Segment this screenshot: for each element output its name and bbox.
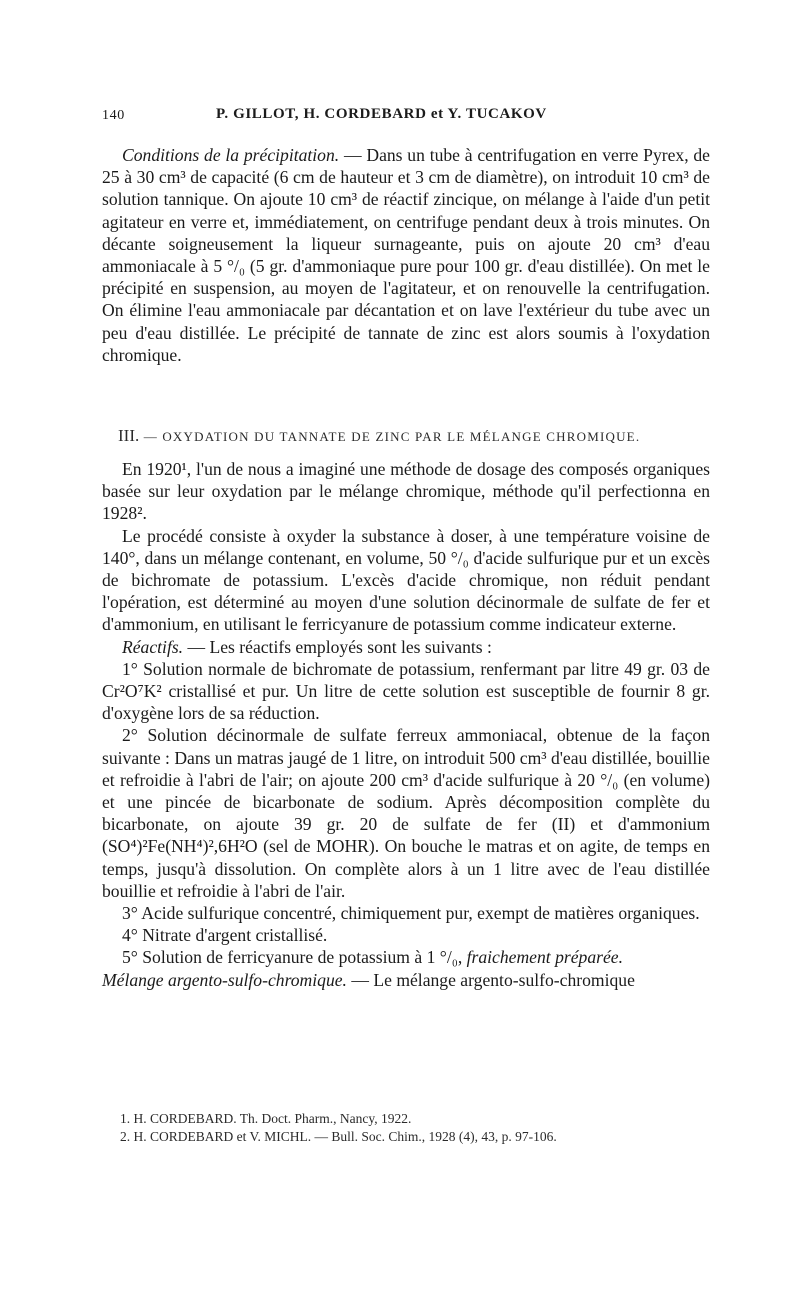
footnotes (120, 1110, 680, 1146)
reagent-item-3: 3° Acide sulfurique concentré, chimiquement pur, exempt de matières organiques. (122, 903, 700, 924)
reagent-item-5 (102, 946, 710, 968)
conditions-text: — Dans un tube à centrifugation en verre Pyrex, de 25 à 30 cm³ de capacité (6 cm de hauteur et 3 cm de diamètre), on introduit 10 cm³ de solution tannique. On ajoute 10 cm³ de réactif zincique, on mélange à l'aide d'un petit agitateur en verre et, immédiatement, on centrifuge pendant deux à trois minutes. On décante soigneusement la liqueur surnageante, puis on ajoute 20 cm³ d'eau ammoniacale à 5 °/₀ (5 gr. d'ammoniaque pure pour 100 gr. d'eau distillée). On met le précipité en suspension, au moyen de l'agitateur, et on renouvelle la centrifugation. On élimine l'eau ammoniacale par décantation et on lave l'extérieur du tube avec un peu d'eau distillée. Le précipité de tannate de zinc est alors soumis à l'oxydation chromique. (102, 145, 710, 365)
reactifs-text: — Les réactifs employés sont les suivants : (183, 636, 492, 657)
section-number: III. (118, 426, 140, 445)
footnote-2: 2. H. CORDEBARD et V. MICHL. — Bull. Soc. Chim., 1928 (4), 43, p. 97-106. (120, 1129, 557, 1144)
conditions-block (102, 144, 710, 366)
melange-title: Mélange argento-sulfo-chromique. (102, 969, 347, 990)
melange-paragraph (102, 969, 710, 991)
reactifs-paragraph (102, 636, 710, 658)
body-block (102, 458, 710, 991)
conditions-paragraph (102, 144, 710, 366)
running-header-authors: P. GILLOT, H. CORDEBARD et Y. TUCAKOV (216, 106, 547, 122)
conditions-title: Conditions de la précipitation. (122, 145, 340, 165)
reagent-item-5-text: 5° Solution de ferricyanure de potassium à 1 °/₀, (122, 947, 467, 968)
reagent-item-5-italic: fraichement préparée. (466, 947, 623, 968)
melange-text: — Le mélange argento-sulfo-chromique (346, 969, 635, 990)
running-header (102, 106, 710, 130)
paragraph-procedure: Le procédé consiste à oxyder la substance à doser, à une température voisine de 140°, dans un mélange contenant, en volume, 50 °/₀ d'acide sulfurique pur et un excès de bichromate de potassium. L'excès d'acide chromique, non réduit pendant l'opération, est déterminé au moyen d'une solution décinormale de sulfate de fer et d'ammonium, en utilisant le ferricyanure de potassium comme indicateur externe. (102, 525, 710, 635)
footnote-1: 1. H. CORDEBARD. Th. Doct. Pharm., Nancy, 1922. (120, 1111, 412, 1126)
reactifs-title: Réactifs. (122, 636, 184, 657)
section-heading (118, 426, 718, 446)
section-title: — OXYDATION DU TANNATE DE ZINC PAR LE MÉLANGE CHROMIQUE. (143, 429, 641, 444)
paragraph-method: En 1920¹, l'un de nous a imaginé une méthode de dosage des composés organiques basée sur leur oxydation par le mélange chromique, méthode qu'il perfectionna en 1928². (102, 459, 710, 524)
reagent-item-2: 2° Solution décinormale de sulfate ferreux ammoniacal, obtenue de la façon suivante : Dans un matras jaugé de 1 litre, on introduit 500 cm³ d'eau distillée, bouillie et refroidie à l'abri de l'air; on ajoute 200 cm³ d'acide sulfurique à 20 °/₀ (en volume) et une pincée de bicarbonate de sodium. Après décomposition complète du bicarbonate, on ajoute 39 gr. 20 de sulfate de fer (II) et d'ammonium (SO⁴)²Fe(NH⁴)²,6H²O (sel de MOHR). On bouche le matras et on agite, de temps en temps, jusqu'à dissolution. On complète alors à un 1 litre avec de l'eau distillée bouillie et refroidie à l'abri de l'air. (102, 725, 710, 901)
page-number: 140 (102, 108, 125, 123)
reagent-item-1: 1° Solution normale de bichromate de potassium, renfermant par litre 49 gr. 03 de Cr²O⁷K² cristallisé et pur. Un litre de cette solution est susceptible de fournir 8 gr. d'oxygène lors de sa réduction. (102, 658, 710, 724)
reagent-item-4: 4° Nitrate d'argent cristallisé. (122, 925, 328, 946)
